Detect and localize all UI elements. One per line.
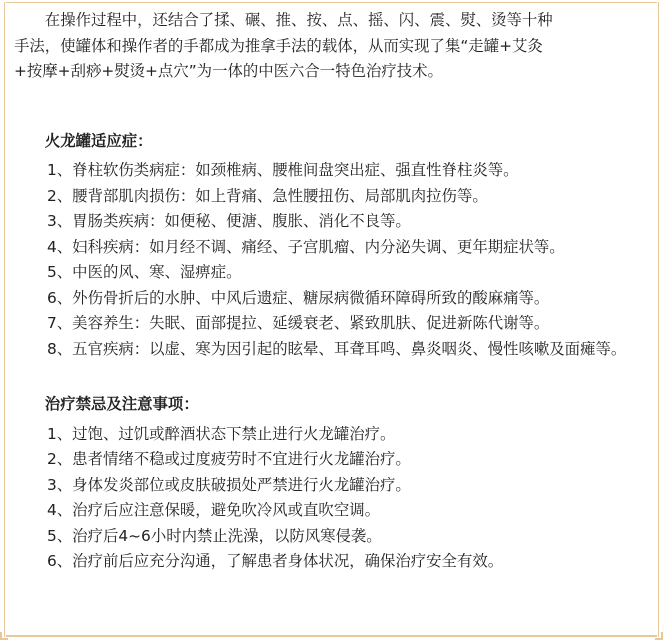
- indication-item: 7、美容养生：失眠、面部提拉、延缓衰老、紧致肌肤、促进新陈代谢等。: [47, 314, 550, 332]
- indication-item: 3、胃肠类疾病：如便秘、便溏、腹胀、消化不良等。: [47, 212, 411, 230]
- precaution-item: 5、治疗后4~6小时内禁止洗澡，以防风寒侵袭。: [47, 526, 382, 545]
- intro-line-1: 在操作过程中，还结合了揉、碾、推、按、点、摇、闪、震、熨、烫等十种: [44, 11, 553, 29]
- precaution-item: 2、患者情绪不稳或过度疲劳时不宜进行火龙罐治疗。: [47, 450, 411, 468]
- precaution-item: 1、过饱、过饥或醉酒状态下禁止进行火龙罐治疗。: [47, 424, 396, 443]
- indication-item: 5、中医的风、寒、湿痹症。: [47, 263, 242, 281]
- article-body: [14, 8, 654, 575]
- indications-heading: 火龙罐适应症：: [44, 131, 153, 150]
- spacer: [14, 85, 654, 129]
- indication-item: 6、外伤骨折后的水肿、中风后遗症、糖尿病微循环障碍所致的酸麻痛等。: [47, 288, 550, 307]
- border-bottom: [6, 635, 657, 637]
- intro-line-3: +按摩+刮痧+熨烫+点穴”为一体的中医六合一特色治疗技术。: [14, 62, 443, 80]
- indication-item: 8、五官疾病：以虚、寒为因引起的眩晕、耳聋耳鸣、鼻炎咽炎、慢性咳嗽及面瘫等。: [47, 339, 627, 358]
- precaution-item: 3、身体发炎部位或皮肤破损处严禁进行火龙罐治疗。: [47, 475, 411, 494]
- precaution-item: 6、治疗前后应充分沟通，了解患者身体状况，确保治疗安全有效。: [47, 552, 504, 570]
- indication-item: 1、脊柱软伤类病症：如颈椎病、腰椎间盘突出症、强直性脊柱炎等。: [47, 161, 519, 179]
- border-right: [658, 2, 659, 637]
- spacer: [14, 362, 654, 392]
- indication-item: 2、腰背部肌肉损伤：如上背痛、急性腰扭伤、局部肌肉拉伤等。: [47, 186, 488, 205]
- border-top: [6, 2, 657, 3]
- indication-item: 4、妇科疾病：如月经不调、痛经、子宫肌瘤、内分泌失调、更年期症状等。: [47, 237, 565, 256]
- precautions-heading: 治疗禁忌及注意事项：: [44, 395, 199, 413]
- corner-ornament-bottom-right: [655, 632, 663, 640]
- intro-line-2: 手法，使罐体和操作者的手都成为推拿手法的载体，从而实现了集“走罐+艾灸: [14, 36, 543, 55]
- precaution-item: 4、治疗后应注意保暖，避免吹冷风或直吹空调。: [47, 501, 380, 519]
- corner-ornament-bottom-left: [0, 632, 8, 640]
- border-left: [4, 2, 5, 637]
